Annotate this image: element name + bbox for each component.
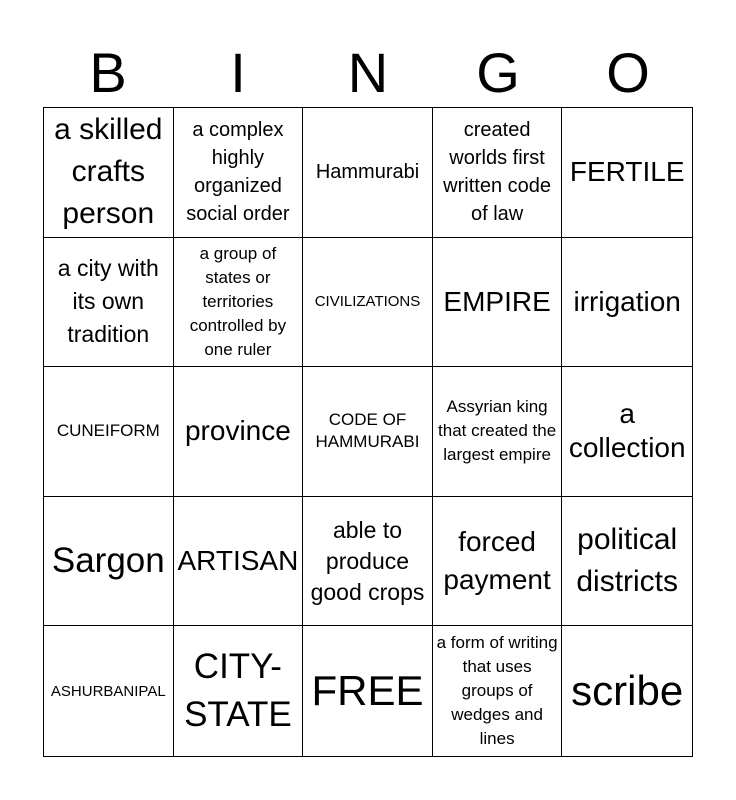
bingo-header: [43, 40, 693, 106]
cell-text: Sargon: [51, 541, 165, 581]
bingo-cell[interactable]: [433, 238, 563, 368]
bingo-cell[interactable]: [562, 497, 692, 627]
bingo-cell[interactable]: [433, 367, 563, 497]
cell-text: Assyrian king that created the largest empire: [438, 397, 557, 465]
bingo-cell[interactable]: [303, 108, 433, 238]
bingo-cell[interactable]: [303, 238, 433, 368]
bingo-board: [43, 107, 693, 757]
cell-text: Hammurabi: [315, 161, 420, 184]
bingo-cell[interactable]: [562, 626, 692, 756]
bingo-cell[interactable]: [44, 108, 174, 238]
bingo-cell[interactable]: [174, 626, 304, 756]
header-letter-o: O: [606, 41, 650, 104]
cell-text: CIVILIZATIONS: [314, 293, 421, 311]
cell-text: province: [184, 415, 291, 447]
cell-text: created worlds first written code of law: [443, 119, 552, 226]
cell-text: CODE OF HAMMURABI: [315, 410, 420, 452]
bingo-cell[interactable]: [562, 108, 692, 238]
bingo-cell[interactable]: [562, 238, 692, 368]
cell-text: ASHURBANIPAL: [50, 682, 166, 700]
cell-text: a skilled crafts person: [54, 113, 163, 231]
bingo-cell[interactable]: [303, 497, 433, 627]
bingo-cell[interactable]: [44, 626, 174, 756]
header-letter-g: G: [476, 41, 520, 104]
cell-text: scribe: [571, 667, 684, 715]
cell-text: FREE: [311, 667, 424, 715]
bingo-cell[interactable]: [174, 497, 304, 627]
bingo-cell[interactable]: [44, 367, 174, 497]
bingo-cell[interactable]: [303, 626, 433, 756]
cell-text: a form of writing that uses groups of wedges and lines: [436, 633, 558, 749]
cell-text: FERTILE: [569, 156, 685, 188]
cell-text: a collection: [568, 398, 686, 464]
bingo-cell[interactable]: [562, 367, 692, 497]
bingo-cell[interactable]: [174, 367, 304, 497]
bingo-cell[interactable]: [174, 238, 304, 368]
cell-text: a complex highly organized social order: [186, 119, 290, 226]
header-letter-b: B: [89, 41, 127, 104]
cell-text: a city with its own tradition: [57, 255, 159, 348]
cell-text: CITY-STATE: [184, 647, 292, 735]
cell-text: forced payment: [443, 526, 551, 596]
cell-text: EMPIRE: [443, 285, 551, 317]
bingo-cell[interactable]: [433, 626, 563, 756]
bingo-cell[interactable]: [433, 108, 563, 238]
cell-text: irrigation: [573, 285, 681, 317]
bingo-cell[interactable]: [433, 497, 563, 627]
cell-text: ARTISAN: [177, 545, 299, 577]
header-letter-i: I: [230, 41, 246, 104]
cell-text: political districts: [576, 523, 679, 599]
bingo-cell[interactable]: [44, 238, 174, 368]
header-letter-n: N: [347, 41, 389, 104]
bingo-cell[interactable]: [44, 497, 174, 627]
bingo-cell[interactable]: [174, 108, 304, 238]
bingo-cell[interactable]: [303, 367, 433, 497]
cell-text: CUNEIFORM: [56, 421, 160, 441]
cell-text: able to produce good crops: [310, 516, 425, 605]
cell-text: a group of states or territories controlled by one ruler: [189, 243, 287, 359]
